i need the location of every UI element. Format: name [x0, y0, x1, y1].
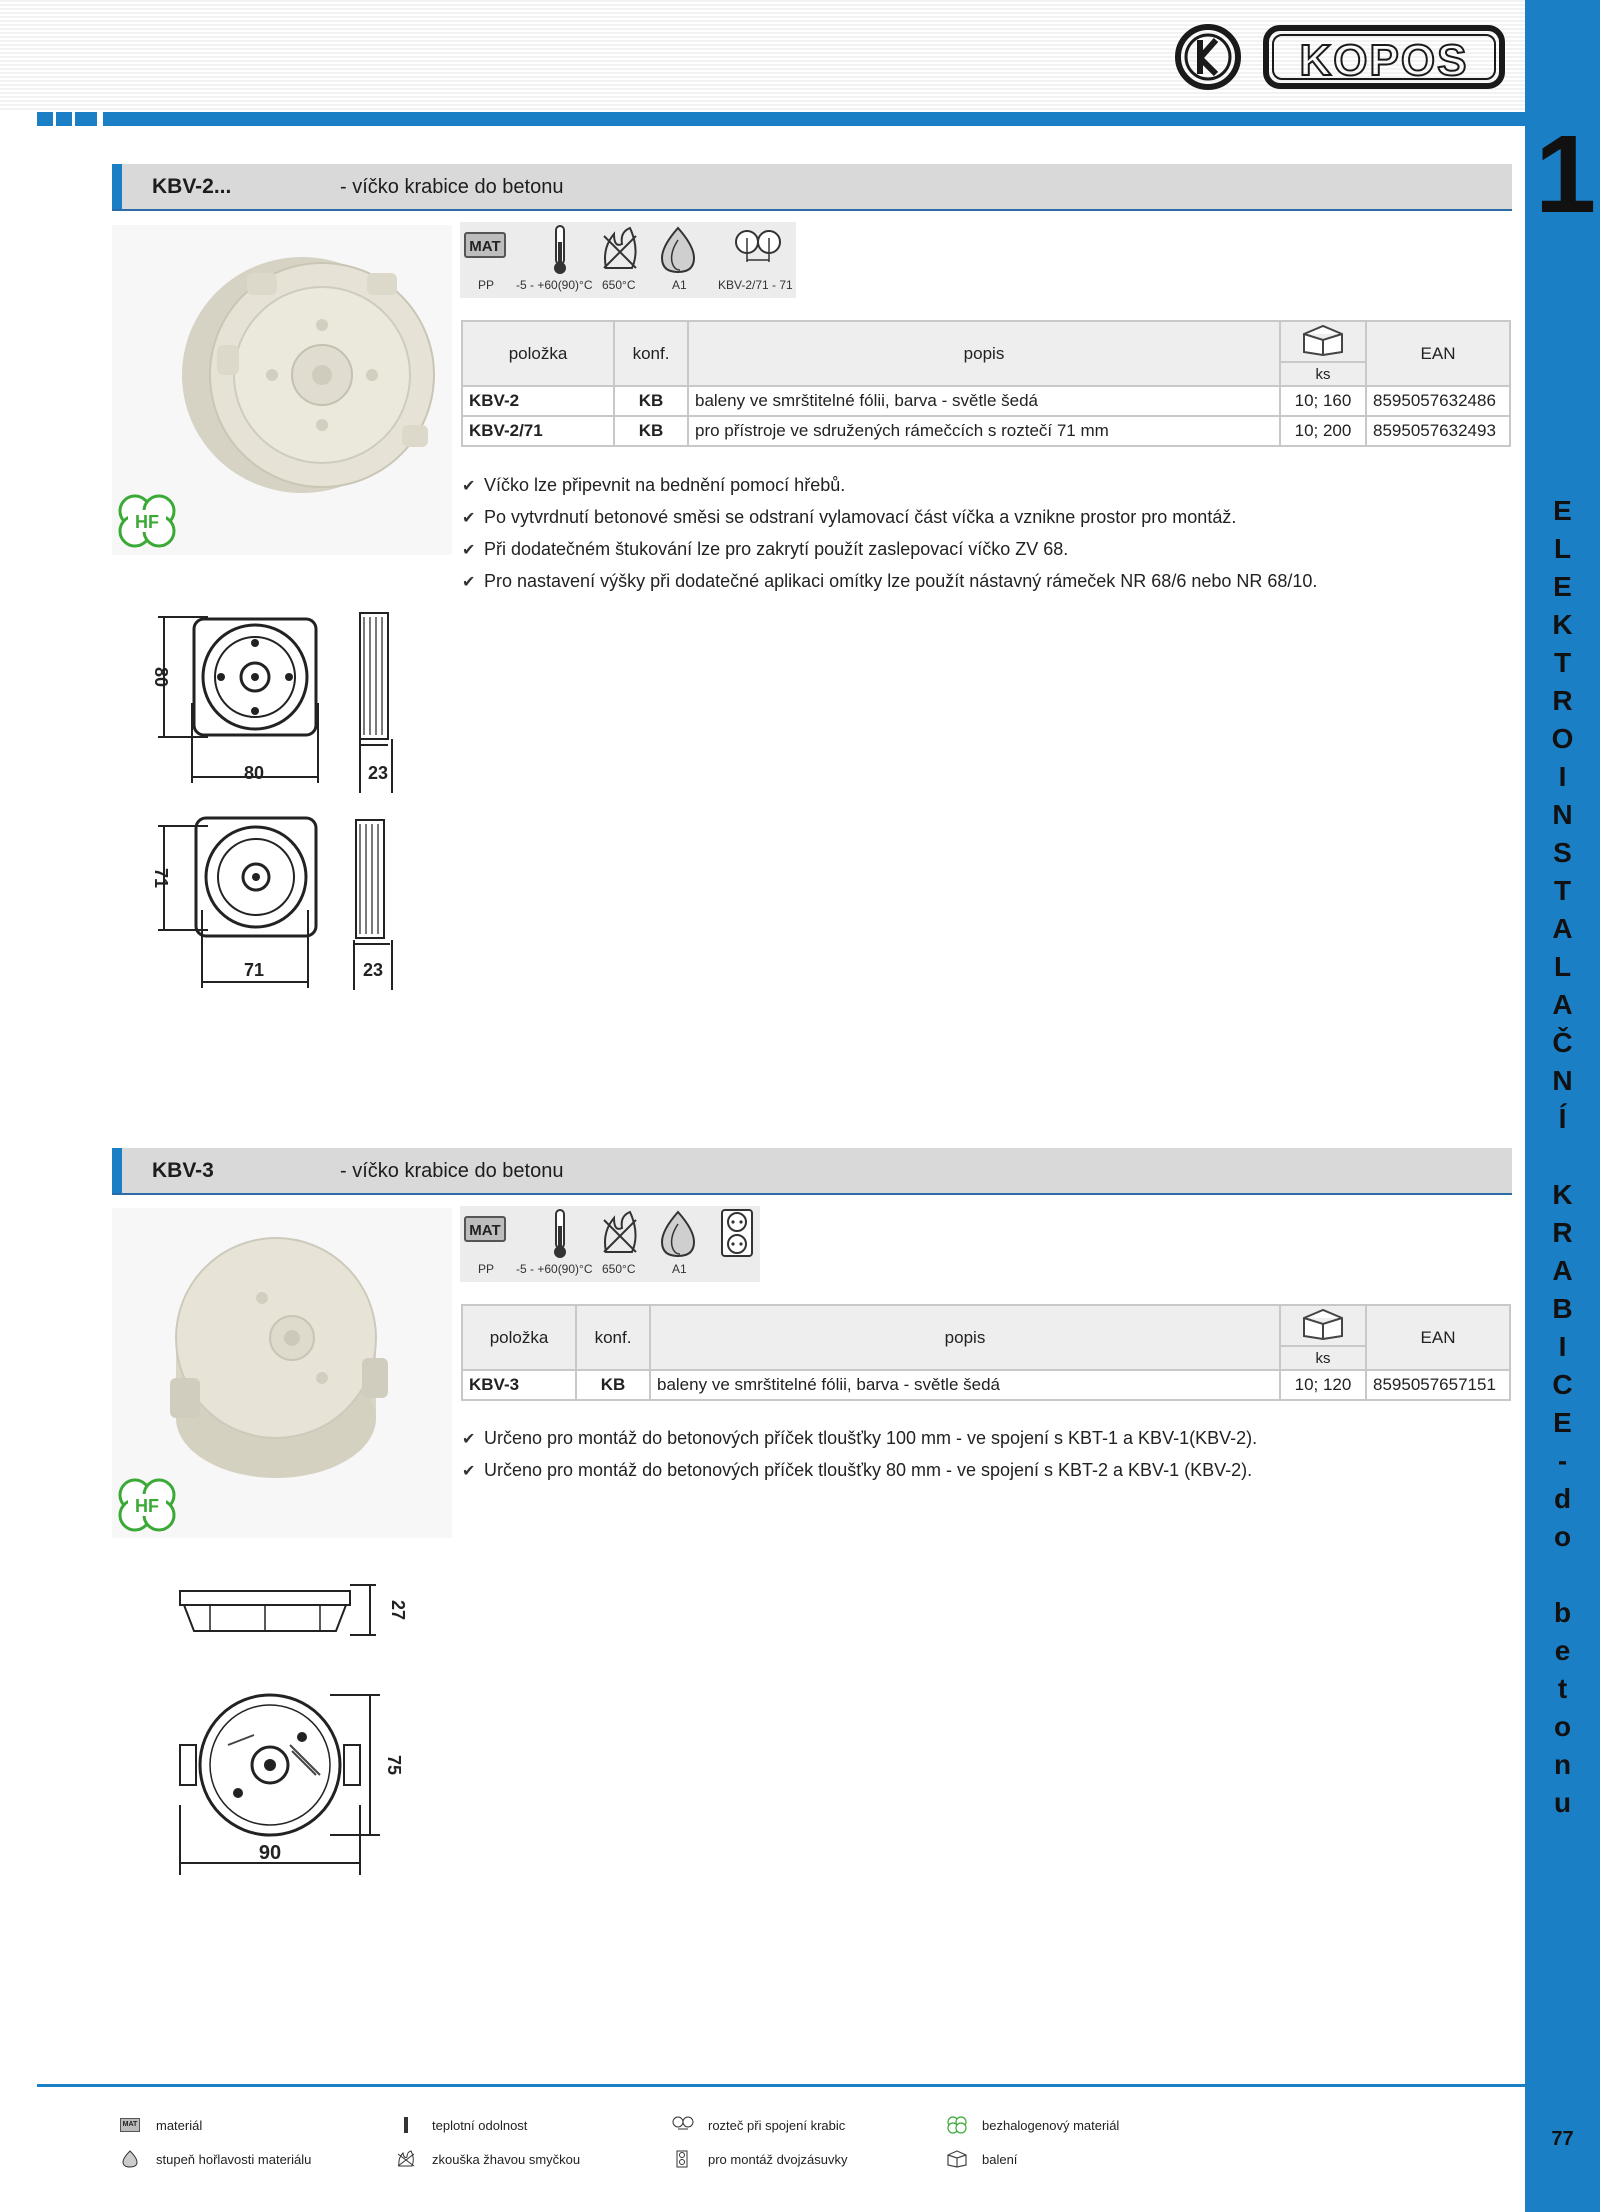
svg-text:71: 71 [151, 867, 171, 889]
table-row [462, 1370, 1510, 1400]
section-code: KBV-3 [152, 1159, 214, 1182]
spacing-icon [732, 228, 786, 268]
list-item: ✔ Víčko lze připevnit na bednění pomocí hřebů. [462, 470, 1317, 502]
thermometer-icon [396, 2116, 416, 2134]
svg-text:80: 80 [243, 763, 265, 783]
section-header-kbv2 [112, 164, 1512, 210]
bullet-list-kbv3 [462, 1423, 1257, 1487]
table-row [462, 416, 1510, 446]
chapter-number: 1 [1535, 113, 1597, 236]
mat-icon: MAT [464, 232, 506, 258]
section-code: KBV-2... [152, 175, 232, 198]
side-letter: n [1553, 1749, 1572, 1780]
cell-ean: 8595057657151 [1366, 1370, 1510, 1400]
product-table-kbv3 [461, 1304, 1511, 1401]
side-letter: O [1551, 723, 1574, 754]
double-socket-icon [720, 1208, 754, 1260]
spacing-icon [672, 2116, 692, 2134]
check-icon: ✔ [462, 1463, 476, 1480]
temperature-value: -5 - +60(90)°C [516, 1262, 593, 1276]
col-ks: ks [1280, 362, 1366, 386]
technical-drawing-kbv3-top [170, 1675, 404, 1880]
check-icon: ✔ [462, 542, 476, 559]
box-icon [1298, 1306, 1348, 1340]
side-letter: E [1553, 495, 1572, 526]
side-letter: A [1552, 1255, 1573, 1286]
svg-text:KOPOS: KOPOS [1299, 36, 1469, 85]
side-letter: - [1557, 1445, 1568, 1476]
col-ean: EAN [1366, 1305, 1510, 1370]
section-header-kbv3 [112, 1148, 1512, 1194]
hf-badge [114, 490, 180, 557]
technical-drawing-kbv2-71 [150, 810, 410, 995]
svg-text:80: 80 [151, 666, 171, 688]
glow-wire-icon [600, 1210, 640, 1256]
cell-ks: 10; 120 [1280, 1370, 1366, 1400]
glow-wire-icon [396, 2150, 416, 2168]
glow-wire-value: 650°C [602, 278, 636, 292]
cell-popis: pro přístroje ve sdružených rámečcích s roztečí 71 mm [688, 416, 1280, 446]
side-letter: R [1552, 1217, 1573, 1248]
material-value: PP [478, 278, 495, 292]
flame-icon [120, 2150, 140, 2168]
side-letter: E [1553, 571, 1572, 602]
side-letter: o [1553, 1521, 1572, 1552]
thermometer-icon [550, 1208, 570, 1260]
side-letter: E [1553, 1407, 1572, 1438]
col-polozka: položka [462, 321, 614, 386]
svg-text:71: 71 [243, 960, 265, 980]
header-square [75, 112, 97, 126]
list-item: ✔ Určeno pro montáž do betonových příček tloušťky 100 mm - ve spojení s KBT-1 a KBV-1(KBV-2). [462, 1423, 1257, 1455]
side-letter: R [1552, 685, 1573, 716]
side-letter: I [1558, 1331, 1567, 1362]
cell-polozka: KBV-2/71 [462, 416, 614, 446]
side-letter: I [1558, 761, 1567, 792]
technical-drawing-kbv3-side [170, 1575, 408, 1650]
spacing-value: KBV-2/71 - 71 [718, 278, 793, 292]
side-letter [1525, 1138, 1600, 1176]
list-item: ✔ Určeno pro montáž do betonových příček tloušťky 80 mm - ve spojení s KBT-2 a KBV-1 (KBV-2). [462, 1455, 1257, 1487]
col-konf: konf. [614, 321, 688, 386]
col-box-icon [1280, 1305, 1366, 1346]
double-socket-icon [672, 2150, 692, 2168]
box-icon [1298, 322, 1348, 356]
technical-drawing-kbv2-80 [150, 605, 410, 800]
thermometer-icon [550, 224, 570, 276]
svg-text:HF: HF [135, 1496, 159, 1516]
side-letter: u [1553, 1787, 1572, 1818]
list-item: ✔ Po vytvrdnutí betonové směsi se odstraní vylamovací část víčka a vznikne prostor pro montáž. [462, 502, 1317, 534]
mat-icon: MAT [464, 1216, 506, 1242]
check-icon: ✔ [462, 478, 476, 495]
col-box-icon [1280, 321, 1366, 362]
col-konf: konf. [576, 1305, 650, 1370]
section-subtitle: - víčko krabice do betonu [340, 1160, 564, 1182]
check-icon: ✔ [462, 1431, 476, 1448]
col-ks: ks [1280, 1346, 1366, 1370]
side-letter: L [1553, 533, 1572, 564]
side-letter: d [1553, 1483, 1572, 1514]
glow-wire-icon [600, 226, 640, 272]
col-polozka: položka [462, 1305, 576, 1370]
side-letter: T [1553, 647, 1572, 678]
side-letter: S [1553, 837, 1572, 868]
chapter-title-vertical [1525, 492, 1600, 1822]
section-subtitle: - víčko krabice do betonu [340, 176, 564, 198]
side-letter: t [1557, 1673, 1568, 1704]
section-underline [112, 1193, 1512, 1195]
cell-ean: 8595057632493 [1366, 416, 1510, 446]
side-letter: T [1553, 875, 1572, 906]
cell-polozka: KBV-2 [462, 386, 614, 416]
col-ean: EAN [1366, 321, 1510, 386]
side-letter: Í [1558, 1103, 1567, 1134]
side-letter: b [1553, 1597, 1572, 1628]
side-letter: L [1553, 951, 1572, 982]
box-icon [946, 2150, 966, 2168]
glow-wire-value: 650°C [602, 1262, 636, 1276]
cell-ks: 10; 200 [1280, 416, 1366, 446]
clover-icon [946, 2116, 966, 2134]
temperature-value: -5 - +60(90)°C [516, 278, 593, 292]
flame-icon [656, 1210, 700, 1258]
check-icon: ✔ [462, 574, 476, 591]
footer-line [37, 2084, 1525, 2087]
section-underline [112, 209, 1512, 211]
cell-konf: KB [614, 386, 688, 416]
cell-konf: KB [576, 1370, 650, 1400]
svg-text:23: 23 [362, 960, 384, 980]
col-popis: popis [688, 321, 1280, 386]
bullet-list-kbv2 [462, 470, 1317, 598]
cell-popis: baleny ve smrštitelné fólii, barva - světle šedá [688, 386, 1280, 416]
material-value: PP [478, 1262, 495, 1276]
product-table-kbv2 [461, 320, 1511, 447]
svg-text:23: 23 [367, 763, 389, 783]
cell-konf: KB [614, 416, 688, 446]
section-accent [112, 1148, 122, 1194]
side-letter: Č [1552, 1027, 1573, 1058]
list-item: ✔ Při dodatečném štukování lze pro zakrytí použít zaslepovací víčko ZV 68. [462, 534, 1317, 566]
side-letter: N [1552, 1065, 1573, 1096]
header-bar [103, 112, 1525, 126]
section-accent [112, 164, 122, 210]
kopos-logo [1170, 20, 1510, 96]
side-letter: N [1552, 799, 1573, 830]
page-number: 77 [1551, 2128, 1574, 2150]
property-icons-kbv2 [460, 222, 796, 298]
side-letter: o [1553, 1711, 1572, 1742]
side-letter: A [1552, 913, 1573, 944]
side-letter: A [1552, 989, 1573, 1020]
check-icon: ✔ [462, 510, 476, 527]
flammability-value: A1 [672, 278, 687, 292]
header-square [56, 112, 72, 126]
side-letter: K [1552, 609, 1573, 640]
svg-text:HF: HF [135, 512, 159, 532]
svg-text:90: 90 [258, 1842, 282, 1864]
cell-ks: 10; 160 [1280, 386, 1366, 416]
side-letter [1525, 1556, 1600, 1594]
side-letter: C [1552, 1369, 1573, 1400]
cell-popis: baleny ve smrštitelné fólii, barva - světle šedá [650, 1370, 1280, 1400]
property-icons-kbv3 [460, 1206, 760, 1282]
table-row [462, 386, 1510, 416]
svg-text:75: 75 [384, 1754, 404, 1776]
side-letter: e [1554, 1635, 1571, 1666]
flammability-value: A1 [672, 1262, 687, 1276]
cell-ean: 8595057632486 [1366, 386, 1510, 416]
col-popis: popis [650, 1305, 1280, 1370]
side-letter: K [1552, 1179, 1573, 1210]
header-square [37, 112, 53, 126]
mat-icon: MAT [120, 2116, 140, 2134]
flame-icon [656, 226, 700, 274]
svg-text:27: 27 [388, 1599, 408, 1621]
list-item: ✔ Pro nastavení výšky při dodatečné aplikaci omítky lze použít nástavný rámeček NR 68/6 nebo NR 68/10. [462, 566, 1317, 598]
hf-badge [114, 1474, 180, 1541]
cell-polozka: KBV-3 [462, 1370, 576, 1400]
side-letter: B [1552, 1293, 1573, 1324]
